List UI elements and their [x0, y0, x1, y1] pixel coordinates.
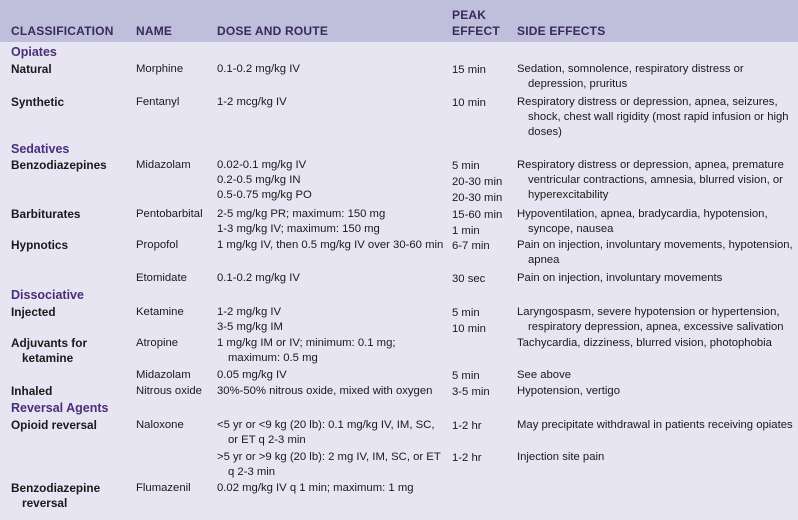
row-classification: Injected — [11, 305, 56, 319]
header-side-effects: SIDE EFFECTS — [517, 24, 606, 38]
row-drug-name: Fentanyl — [136, 96, 180, 108]
row-peak: 10 min — [452, 97, 486, 109]
row-dose: 0.02 mg/kg IV q 1 min; maximum: 1 mg — [217, 482, 414, 494]
row-dose: 2-5 mg/kg PR; maximum: 150 mg 1-3 mg/kg IV; maximum: 150 mg — [217, 208, 386, 235]
row-peak: 1-2 hr — [452, 420, 482, 432]
row-classification: Hypnotics — [11, 238, 69, 252]
row-peak: 3-5 min — [452, 386, 490, 398]
row-drug-name: Ketamine — [136, 306, 184, 318]
section-title-opiates: Opiates — [11, 45, 57, 59]
header-name: NAME — [136, 24, 173, 38]
row-dose: 1 mg/kg IM or IV; minimum: 0.1 mg; maximum: 0.5 mg — [217, 337, 396, 364]
row-classification: Benzodiazepines — [11, 158, 107, 172]
table-header — [0, 0, 798, 42]
row-side-effects: Respiratory distress or depression, apnea, premature ventricular contractions, amnesia, blurred vision, or hyperexcitability — [517, 159, 784, 201]
row-drug-name: Pentobarbital — [136, 208, 203, 220]
row-classification: Benzodiazepine reversal — [11, 481, 101, 510]
header-classification: CLASSIFICATION — [11, 24, 114, 38]
row-side-effects: Respiratory distress or depression, apnea, seizures, shock, chest wall rigidity (most rapid infusion or high doses) — [517, 96, 789, 138]
row-dose: 0.02-0.1 mg/kg IV 0.2-0.5 mg/kg IN 0.5-0.75 mg/kg PO — [217, 159, 312, 201]
row-classification: Adjuvants for ketamine — [11, 336, 88, 365]
row-side-effects: Laryngospasm, severe hypotension or hypertension, respiratory depression, apnea, excessive salivation — [517, 306, 784, 333]
row-peak: 5 min 20-30 min 20-30 min — [452, 160, 503, 204]
row-peak: 6-7 min — [452, 240, 490, 252]
row-classification: Synthetic — [11, 95, 65, 109]
row-peak: 5 min 10 min — [452, 307, 486, 335]
row-drug-name: Nitrous oxide — [136, 385, 202, 397]
row-dose: 1-2 mcg/kg IV — [217, 96, 287, 108]
section-title-reversal-agents: Reversal Agents — [11, 401, 109, 415]
row-side-effects: Hypotension, vertigo — [517, 385, 620, 397]
row-drug-name: Etomidate — [136, 272, 187, 284]
row-classification: Barbiturates — [11, 207, 81, 221]
row-dose: <5 yr or <9 kg (20 lb): 0.1 mg/kg IV, IM, SC, or ET q 2-3 min — [217, 419, 435, 446]
row-peak: 15 min — [452, 64, 486, 76]
header-dose: DOSE AND ROUTE — [217, 24, 329, 38]
row-peak: 15-60 min 1 min — [452, 209, 503, 237]
row-drug-name: Morphine — [136, 63, 184, 75]
row-drug-name: Propofol — [136, 239, 179, 251]
row-classification: Inhaled — [11, 384, 53, 398]
row-side-effects: See above — [517, 369, 572, 381]
row-drug-name: Flumazenil — [136, 482, 191, 494]
row-side-effects: Sedation, somnolence, respiratory distress or depression, pruritus — [517, 63, 744, 90]
section-title-dissociative: Dissociative — [11, 288, 84, 302]
row-dose: 0.1-0.2 mg/kg IV — [217, 272, 300, 284]
row-side-effects: Tachycardia, dizziness, blurred vision, photophobia — [517, 337, 772, 349]
row-dose: 1 mg/kg IV, then 0.5 mg/kg IV over 30-60 min — [217, 239, 444, 251]
row-drug-name: Midazolam — [136, 159, 191, 171]
row-dose: 30%-50% nitrous oxide, mixed with oxygen — [217, 385, 433, 397]
row-drug-name: Atropine — [136, 337, 179, 349]
row-classification: Natural — [11, 62, 52, 76]
row-peak: 5 min — [452, 370, 480, 382]
row-dose: >5 yr or >9 kg (20 lb): 2 mg IV, IM, SC, or ET q 2-3 min — [217, 451, 441, 478]
row-peak: 1-2 hr — [452, 452, 482, 464]
row-peak: 30 sec — [452, 273, 486, 285]
row-side-effects: Injection site pain — [517, 451, 605, 463]
row-drug-name: Naloxone — [136, 419, 184, 431]
row-side-effects: Pain on injection, involuntary movements — [517, 272, 723, 284]
row-classification: Opioid reversal — [11, 418, 97, 432]
header-peak-line1: PEAK — [452, 8, 487, 22]
row-dose: 0.1-0.2 mg/kg IV — [217, 63, 300, 75]
row-side-effects: Pain on injection, involuntary movements, hypotension, apnea — [517, 239, 793, 266]
header-peak-line2: EFFECT — [452, 24, 500, 38]
section-title-sedatives: Sedatives — [11, 142, 70, 156]
row-dose: 0.05 mg/kg IV — [217, 369, 287, 381]
row-side-effects: Hypoventilation, apnea, bradycardia, hypotension, syncope, nausea — [517, 208, 768, 235]
row-dose: 1-2 mg/kg IV 3-5 mg/kg IM — [217, 306, 283, 333]
row-drug-name: Midazolam — [136, 369, 191, 381]
row-side-effects: May precipitate withdrawal in patients receiving opiates — [517, 419, 793, 431]
